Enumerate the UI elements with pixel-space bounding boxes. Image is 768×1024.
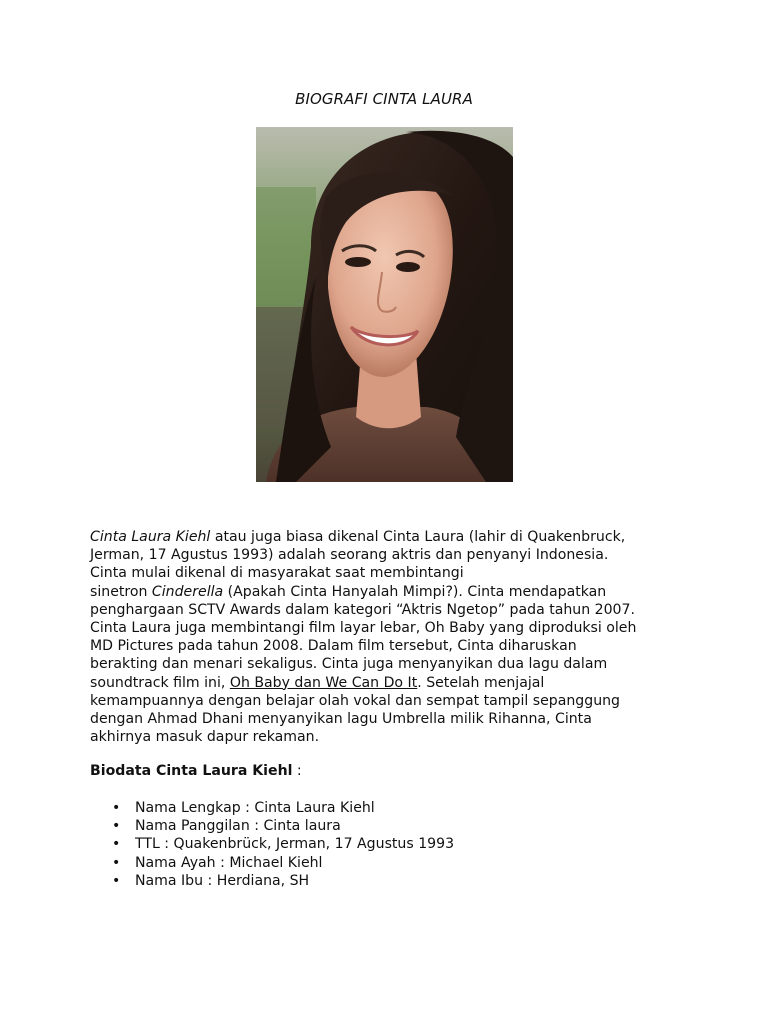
paragraph-text: . Setelah menjajal	[417, 674, 545, 691]
biodata-heading-colon: :	[292, 763, 302, 779]
list-item	[90, 799, 454, 817]
show-title-italic: Cinderella	[151, 583, 224, 600]
paragraph-line	[90, 583, 690, 601]
paragraph-line: akhirnya masuk dapur rekaman.	[90, 729, 320, 746]
soundtrack-link[interactable]: Oh Baby dan We Can Do It	[229, 674, 418, 691]
paragraph-line: berakting dan menari sekaligus. Cinta juga menyanyikan dua lagu dalam	[90, 656, 608, 673]
document-title: BIOGRAFI CINTA LAURA	[295, 90, 473, 108]
bullet-icon: •	[112, 872, 121, 889]
paragraph-line: dengan Ahmad Dhani menyanyikan lagu Umbrella milik Rihanna, Cinta	[90, 711, 592, 728]
paragraph-text: soundtrack film ini,	[90, 674, 230, 691]
bullet-icon: •	[112, 854, 121, 871]
list-item	[90, 835, 454, 853]
paragraph-line: kemampuannya dengan belajar olah vokal dan sempat tampil sepanggung	[90, 692, 621, 709]
list-item-text: Nama Lengkap : Cinta Laura Kiehl	[135, 800, 375, 816]
paragraph-line: penghargaan SCTV Awards dalam kategori “Aktris Ngetop” pada tahun 2007.	[90, 601, 635, 618]
bullet-icon: •	[112, 800, 121, 816]
paragraph-line: Cinta mulai dikenal di masyarakat saat membintangi	[90, 565, 464, 582]
bullet-icon: •	[112, 836, 121, 853]
paragraph-text: sinetron	[90, 583, 152, 600]
list-item-text: Nama Panggilan : Cinta laura	[135, 818, 341, 835]
paragraph-line: Cinta Laura juga membintangi film layar lebar, Oh Baby yang diproduksi oleh	[90, 620, 637, 637]
bullet-icon: •	[112, 818, 121, 835]
paragraph-line: MD Pictures pada tahun 2008. Dalam film tersebut, Cinta diharuskan	[90, 638, 577, 655]
paragraph-text: (Apakah Cinta Hanyalah Mimpi?). Cinta mendapatkan	[223, 583, 607, 600]
biodata-list	[90, 799, 454, 890]
list-item	[90, 872, 454, 890]
list-item-text: Nama Ayah : Michael Kiehl	[135, 854, 323, 871]
biodata-heading-bold: Biodata Cinta Laura Kiehl	[90, 763, 293, 779]
name-italic: Cinta Laura Kiehl	[90, 529, 211, 545]
portrait-illustration	[256, 127, 513, 482]
paragraph-line: Jerman, 17 Agustus 1993) adalah seorang aktris dan penyanyi Indonesia.	[90, 547, 609, 564]
list-item	[90, 817, 454, 835]
paragraph-line	[90, 528, 690, 546]
paragraph-line	[90, 674, 690, 692]
list-item-text: Nama Ibu : Herdiana, SH	[135, 872, 310, 889]
biodata-heading	[90, 763, 302, 779]
list-item	[90, 854, 454, 872]
portrait-photo	[256, 127, 513, 482]
list-item-text: TTL : Quakenbrück, Jerman, 17 Agustus 1993	[135, 836, 455, 853]
biography-paragraph	[90, 528, 690, 746]
paragraph-text: atau juga biasa dikenal Cinta Laura (lahir di Quakenbruck,	[210, 529, 626, 545]
